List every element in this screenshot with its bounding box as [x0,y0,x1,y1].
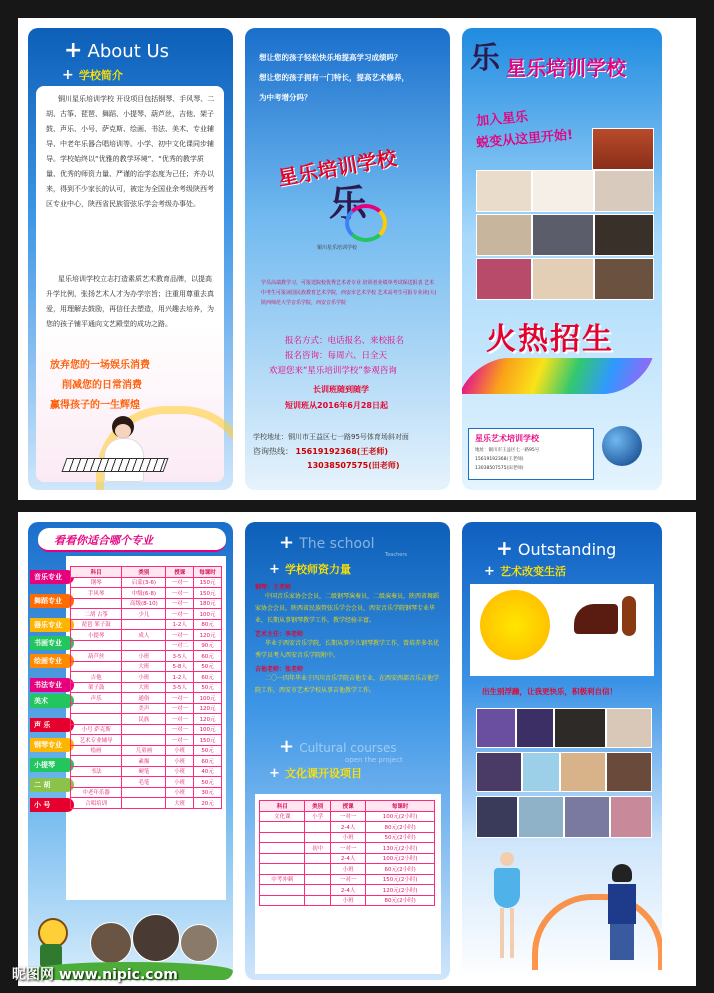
courses-table-cell: 80元(2小时) [366,822,435,833]
majors-table-cell: 50元 [194,682,222,693]
majors-table-cell: 150元 [194,588,222,599]
girl-piano-image [92,416,152,482]
majors-table-row [71,798,222,809]
majors-table-cell: 一对一 [166,735,194,746]
courses-table-cell: 60元(2小时) [366,864,435,875]
panel-teachers [245,522,450,980]
signup-2: 报名咨询：每周六、日全天 [285,351,388,361]
majors-table-cell: 小班 [166,777,194,788]
majors-table-cell: 大班 [122,661,166,672]
majors-table-row [71,630,222,641]
teachers-bg-sub: Teachers [385,552,407,558]
class-photo-3 [180,924,218,962]
outstanding-title: Outstanding [517,540,617,559]
contact-card [468,428,594,480]
building-photo [592,128,654,170]
courses-table-cell [260,822,305,833]
cover-slogan-1: 加入星乐 [475,109,529,130]
majors-table-cell: 一对二 [166,640,194,651]
majors-table-cell: 吉他 [71,672,122,683]
intro-text: 铜川星乐培训学校 开设项目包括钢琴、手风琴、二胡、古筝、琵琶、舞蹈、小提琴、葫芦丝、吉他、架子鼓、声乐、小号、萨克斯、绘画、书法、美术、专业辅导、中老年乐器合唱培训等。小学、初中文化课同步辅导。学校始终以“优雅的教学环境”、“优秀的教学质量、优秀的师资力量、严谨的治学态度为己任；齐办以来，得到不少家长的认可，被定为全国业余考级陕西考区专业中心，陕西省民族管弦乐学会考级办事处。 [46,95,215,208]
contact-card-line-2: 15619192368(王老师) [475,457,524,462]
tag-9: 钢琴专业 [30,738,74,752]
globe-student-image [602,426,642,466]
majors-table-cell: 架子鼓 [71,682,122,693]
courses-table-cell: 小班 [330,895,365,906]
majors-table-cell: 一对一 [166,724,194,735]
majors-table-cell [122,640,166,651]
majors-table-cell: 大班 [122,682,166,693]
signup-3: 欢迎您来“星乐培训学校”参观咨询 [269,366,397,376]
majors-table-cell: 通俗 [122,693,166,704]
majors-table-cell: 钢琴 [71,577,122,588]
courses-table-row [260,874,435,885]
courses-table-cell [260,864,305,875]
question-2: 想让您的孩子拥有一门特长，提高艺术修养， [259,73,409,82]
courses-table-cell: 文化课 [260,811,305,822]
majors-table-row [71,714,222,725]
class-photo-b [518,796,564,838]
majors-table-row [71,787,222,798]
majors-table-cell [71,777,122,788]
tag-5: 绘画专业 [30,654,74,668]
majors-table-cell: 80元 [194,619,222,630]
kids-drawing-decoration [532,894,662,970]
majors-table-cell [71,756,122,767]
courses-table-cell: 100元(2小时) [366,811,435,822]
outstanding-section-title: 艺术改变生活 [500,565,566,578]
outstanding-header [496,536,616,560]
courses-table-cell: 2-4人 [330,885,365,896]
majors-table-row [71,735,222,746]
courses-table-cell [305,822,330,833]
majors-table-cell: 5-8人 [166,661,194,672]
courses-table-header-cell: 授课 [330,801,365,812]
courses-table-cell: 130元(2小时) [366,843,435,854]
majors-table-cell: 小班 [166,756,194,767]
courses-table-cell [260,832,305,843]
courses-table-row [260,895,435,906]
courses-table-cell: 中考冲刺 [260,874,305,885]
courses-table-cell [305,853,330,864]
plus-icon: + [484,564,495,579]
majors-table-cell: 少儿 [122,609,166,620]
majors-table-cell: 民族 [122,714,166,725]
courses-table-cell: 小班 [330,864,365,875]
school-name-arc: 星乐培训学校 [276,145,399,191]
majors-table-cell: 一对一 [166,598,194,609]
majors-table-row [71,682,222,693]
intro-text-2: 星乐培训学校立志打造素质艺术教育品牌，以提高升学比例，张扬艺术人才为办学宗旨；注重用尊重去真爱，用理解去鼓励，再信任去塑造，用兴趣去培养，为您的孩子铺平通向文艺殿堂的成功之路。 [46,275,214,328]
tag-11: 二 胡 [30,778,74,792]
cover-logo-icon: 乐 [470,41,500,76]
courses-table-row [260,853,435,864]
majors-table-cell: 一对一 [166,630,194,641]
majors-table-row [71,777,222,788]
majors-table-cell [122,798,166,809]
majors-table-row [71,651,222,662]
slogan-2: 削减您的日常消费 [62,380,142,391]
courses-table-cell: 120元(2小时) [366,885,435,896]
majors-table-cell: 手风琴 [71,588,122,599]
majors-table-cell: 50元 [194,661,222,672]
courses-section-title: 文化课开设项目 [285,767,362,780]
class-photo-a [476,796,518,838]
majors-table-cell: 1-2人 [166,619,194,630]
majors-table-cell: 一对一 [166,703,194,714]
class-photo-2 [132,914,180,962]
majors-table-cell: 90元 [194,640,222,651]
violin-icon [622,596,636,636]
watermark-right: ID:499098 NO:20160803151107920000 [496,970,657,979]
majors-table-cell: 60元 [194,651,222,662]
about-title: About Us [87,41,170,62]
tag-12: 小 号 [30,798,74,812]
courses-table-cell: 小学 [305,811,330,822]
cover-slogan-2: 蜕变从这里开始! [475,127,574,152]
room-photo-1 [476,170,532,212]
majors-table-cell: 儿童画 [122,745,166,756]
majors-table-cell: 绘画 [71,745,122,756]
majors-table-cell: 启蒙(3-6) [122,577,166,588]
majors-table-cell: 琵琶 架子鼓 [71,619,122,630]
majors-table-cell: 3-5人 [166,682,194,693]
majors-table-row [71,609,222,620]
courses-table [259,800,435,906]
courses-table-cell [260,885,305,896]
majors-table-cell: 成人 [122,630,166,641]
majors-table-cell: 3-5人 [166,651,194,662]
dancer-girl-image [482,852,532,964]
courses-table-cell [305,874,330,885]
majors-table [70,566,222,809]
majors-table-cell [71,714,122,725]
courses-table-row [260,864,435,875]
majors-table-cell: 一对一 [166,693,194,704]
panel-majors [28,522,233,980]
majors-table-row [71,693,222,704]
courses-table-cell [260,895,305,906]
courses-table-cell [260,853,305,864]
tag-6: 书法专业 [30,678,74,692]
majors-table-cell [122,787,166,798]
courses-bg-title [279,736,397,757]
question-1: 想让您的孩子轻松快乐地提高学习成绩吗？ [259,53,402,62]
school-logo-icon: 乐 [315,184,379,244]
watermark-left: 昵图网 www.nipic.com [12,967,178,983]
majors-table-cell: 150元 [194,577,222,588]
majors-table-row [71,577,222,588]
majors-table-cell: 中老年乐器 [71,787,122,798]
majors-table-cell: 一对一 [166,714,194,725]
enroll-banner: 火热招生 [486,322,614,357]
majors-table-row [71,766,222,777]
courses-table-cell [305,832,330,843]
majors-table-header-cell: 类别 [122,567,166,578]
panel-cover [462,28,662,490]
majors-table-cell: 100元 [194,693,222,704]
majors-table-cell: 小班 [166,745,194,756]
majors-table-cell: 小提琴 [71,630,122,641]
erhu-photo [606,752,652,792]
panel-about-us [28,28,233,490]
class-photo-d [610,796,652,838]
session-short: 短训班从2016年6月28日起 [285,401,388,410]
grand-piano-icon [574,604,618,634]
majors-table-cell: 合唱培训 [71,798,122,809]
majors-table-cell: 120元 [194,714,222,725]
majors-table-cell: 小号 萨克斯 [71,724,122,735]
majors-table-row [71,745,222,756]
courses-table-row [260,811,435,822]
dance-photo-2 [516,708,554,748]
room-photo-2 [594,170,654,212]
contact-card-title: 星乐艺术培训学校 [475,434,539,443]
majors-table-cell: 180元 [194,598,222,609]
address: 学校地址：铜川市王益区七一路95号体育场斜对面 [253,433,409,441]
tag-3: 器乐专业 [30,618,74,632]
cartoon-boy-image [34,918,68,970]
session-long: 长训班随到随学 [313,385,369,394]
room-photo-3 [476,214,532,256]
majors-table-cell [71,661,122,672]
teacher-1-name: 钢琴：王老师 [255,584,292,591]
courses-table-header-cell: 类别 [305,801,330,812]
majors-table-cell: 20元 [194,798,222,809]
majors-table-cell: 小班 [122,672,166,683]
courses-table-cell: 150元(2小时) [366,874,435,885]
majors-table-cell: 中级(6-8) [122,588,166,599]
teacher-2-name: 艺术主任：李老师 [255,631,304,638]
majors-table-cell: 小班 [166,766,194,777]
courses-table-row [260,832,435,843]
courses-table-cell [305,895,330,906]
majors-table-cell: 二胡 古筝 [71,609,122,620]
tag-1: 音乐专业 [30,570,74,584]
majors-table-header-cell: 授课 [166,567,194,578]
majors-table-row [71,640,222,651]
courses-table-row [260,843,435,854]
majors-table-cell: 艺术专业辅导 [71,735,122,746]
dance-photo-1 [476,708,516,748]
majors-table-cell: 小班 [166,787,194,798]
programs-text: 学员高端教学习，可报送院校优秀艺术者专业 培训者业绩单考试保送报表 艺术中考生可报读国民族教育艺术学院，西安市艺术学校 艺术高考生可报专业读(大)陕西师范大学音乐学院，西安音乐学院 [261,280,437,306]
courses-table-cell: 小班 [330,832,365,843]
majors-table-cell: 声乐 [71,693,122,704]
phone-1: 15619192368(王老师) [295,447,389,456]
plus-icon: + [496,536,513,560]
outstanding-slogan: 出生别浮躁，让我更快乐，积极利自信！ [482,687,617,696]
courses-bg-sub: open the project [345,756,403,764]
majors-table-cell: 150元 [194,735,222,746]
majors-table-row [71,703,222,714]
phone-2: 13038507575(田老师) [307,461,400,470]
teachers-section-title: 学校师资力量 [285,563,351,576]
majors-table-cell [71,640,122,651]
reception-photo [532,170,594,212]
tag-2: 舞蹈专业 [30,594,74,608]
courses-table-cell: 100元(2小时) [366,853,435,864]
tag-7: 美术 [30,694,74,708]
teacher-1-desc: 中国音乐家协会会员，二级钢琴演奏员，二级演奏员，陕西省舞蹈家协会会员，陕西省民族管弦乐学会会员，西安音乐学院钢琴专业毕业，长期从事钢琴教学工作，教学经验丰富。 [255,593,440,624]
logo-caption: 铜川星乐培训学校 [317,245,358,251]
majors-table-cell [71,703,122,714]
majors-table-cell: 葫芦丝 [71,651,122,662]
school-bg-title: The school [299,536,375,552]
panel-info [245,28,450,490]
majors-table-cell [71,598,122,609]
majors-table-cell: 大班 [166,798,194,809]
majors-table-row [71,598,222,609]
majors-table-cell: 50元 [194,777,222,788]
majors-table-row [71,672,222,683]
section-title: 学校简介 [78,69,123,82]
outstanding-section-header [484,560,566,579]
slogan-1: 放弃您的一场娱乐消费 [50,360,150,371]
teachers-section-header [269,558,351,577]
teacher-3-desc: 二〇一四年毕业于四川音乐学院吉他专业，在西安西部音乐吉他学院工作，西安市艺术学校从事吉他教学工作。 [255,675,440,694]
plus-icon: + [62,67,74,83]
practice-photo-1 [476,258,532,300]
majors-table-cell: 小班 [122,651,166,662]
majors-table-cell: 书法 [71,766,122,777]
majors-title: 看看你适合哪个专业 [54,534,153,547]
teachers-list [255,582,439,697]
courses-table-cell: 2-4人 [330,853,365,864]
phones-label: 咨询热线： [253,447,293,456]
majors-table-cell [122,724,166,735]
majors-table-cell: 硬笔 [122,766,166,777]
majors-table-cell: 40元 [194,766,222,777]
contact-card-line-1: 地址：铜川市王益区七一路95号 [475,448,540,453]
majors-table-cell [122,735,166,746]
majors-table-cell: 100元 [194,609,222,620]
courses-table-cell: 初中 [305,843,330,854]
tag-10: 小提琴 [30,758,74,772]
slogan-3: 赢得孩子的一生辉煌 [50,400,140,411]
courses-table-cell [260,843,305,854]
majors-table-row [71,588,222,599]
question-3: 为中考增分吗？ [259,93,312,102]
courses-table-cell: 一对一 [330,843,365,854]
heart-tree-decoration [480,590,550,660]
courses-table-row [260,822,435,833]
piano-room-photo [594,214,654,256]
about-header [64,38,169,63]
majors-table-row [71,724,222,735]
courses-table-cell: 80元(2小时) [366,895,435,906]
instruments-card [470,584,654,676]
courses-bg-title-text: Cultural courses [299,741,397,755]
contact-card-line-3: 13038507575(田老师) [475,466,524,471]
piano-photo [554,708,606,748]
tag-8: 声 乐 [30,718,74,732]
tag-4: 书画专业 [30,636,74,650]
class-photo-c [564,796,610,838]
majors-table-cell: 120元 [194,703,222,714]
piano-keys-decoration [61,458,168,472]
courses-table-cell [305,885,330,896]
majors-table-cell: 120元 [194,630,222,641]
majors-table-cell: 50元 [194,745,222,756]
courses-table-row [260,885,435,896]
courses-table-cell: 50元(2小时) [366,832,435,843]
violin-photo [606,708,652,748]
courses-table-cell [305,864,330,875]
teacher-2-desc: 毕业于西安音乐学院，长期从事少儿钢琴教学工作，曾培养多名优秀学员考入西安音乐学院附中。 [255,640,440,659]
majors-table-cell: 1-2人 [166,672,194,683]
boy-image [602,864,642,964]
majors-table-cell: 美声 [122,703,166,714]
class-photo-1 [90,922,132,964]
majors-table-cell: 一对一 [166,577,194,588]
plus-icon: + [269,562,280,577]
section-header [62,64,123,83]
majors-table-row [71,661,222,672]
majors-table-cell [122,619,166,630]
courses-table-header-cell: 每课时 [366,801,435,812]
practice-photo-3 [594,258,654,300]
cover-school-name: 星乐培训学校 [506,56,626,80]
classroom-photo [532,214,594,256]
plus-icon: + [279,736,295,757]
signup-1: 报名方式：电话报名、来校报名 [285,336,405,346]
majors-table-cell: 高级(8-10) [122,598,166,609]
dance-photo-3 [476,752,522,792]
majors-table-cell: 60元 [194,756,222,767]
plus-icon: + [64,38,83,63]
courses-table-header-cell: 科目 [260,801,305,812]
majors-table-cell: 素描 [122,756,166,767]
teacher-3-name: 吉他老师：张老师 [255,666,304,673]
majors-table-cell: 一对一 [166,588,194,599]
practice-photo-2 [532,258,594,300]
majors-table-header-cell: 科目 [71,567,122,578]
majors-table-cell: 100元 [194,724,222,735]
majors-table-row [71,756,222,767]
courses-table-cell: 2-4人 [330,822,365,833]
majors-table-cell: 一对一 [166,609,194,620]
majors-table-header-cell: 每课时 [194,567,222,578]
majors-table-cell: 60元 [194,672,222,683]
intro-card [36,86,224,482]
rainbow-piano-decoration [462,358,653,394]
majors-table-cell: 30元 [194,787,222,798]
teachers-bg-title [279,532,375,553]
courses-section-header [269,762,362,781]
plus-icon: + [279,532,295,553]
plus-icon: + [269,766,280,781]
phones [253,446,388,457]
majors-table-cell: 毛笔 [122,777,166,788]
courses-table-cell: 一对一 [330,811,365,822]
panel-outstanding [462,522,662,980]
majors-table-row [71,619,222,630]
guitar-photo [560,752,606,792]
courses-table-cell: 一对一 [330,874,365,885]
dance-photo-4 [522,752,560,792]
